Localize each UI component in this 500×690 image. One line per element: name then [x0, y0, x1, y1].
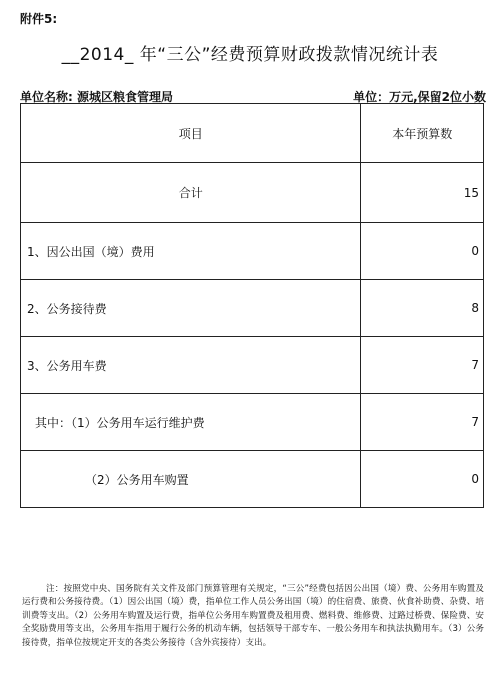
row-value-vehicle-purchase: 0 [361, 451, 484, 508]
attachment-label: 附件5: [20, 12, 58, 26]
table-row [21, 280, 484, 337]
row-value-overseas: 0 [361, 223, 484, 280]
row-label-total: 合计 [21, 163, 361, 223]
table-row [21, 223, 484, 280]
unit-measure: 单位：万元,保留2位小数 [353, 90, 486, 104]
header-item: 项目 [21, 104, 361, 163]
table-row [21, 451, 484, 508]
footnote: 注：按照党中央、国务院有关文件及部门预算管理有关规定，“三公”经费包括因公出国（境）费、公务用车购置及运行费和公务接待费。（1）因公出国（境）费，指单位工作人员公务出国（境）的住宿费、旅费、伙食补助费、杂费、培训费等支出。（2）公务用车购置及运行费，指单位公务用车购置费及租用费、燃料费、维修费、过路过桥费、保险费、安全奖励费用等支出，公务用车指用于履行公务的机动车辆，包括领导干部专车、一般公务用车和执法执勤用车。（3）公务接待费，指单位按规定开支的各类公务接待（含外宾接待）支出。 [22, 584, 484, 648]
row-value-vehicle: 7 [361, 337, 484, 394]
budget-table [20, 103, 484, 508]
table-row [21, 337, 484, 394]
row-value-total: 15 [361, 163, 484, 223]
row-label-reception: 2、公务接待费 [21, 280, 361, 337]
row-value-reception: 8 [361, 280, 484, 337]
table-row [21, 394, 484, 451]
row-label-vehicle: 3、公务用车费 [21, 337, 361, 394]
unit-name: 单位名称: 源城区粮食管理局 [20, 90, 173, 104]
row-label-vehicle-maintenance: 其中：（1）公务用车运行维护费 [21, 394, 361, 451]
row-label-vehicle-purchase: （2）公务用车购置 [21, 451, 361, 508]
header-budget: 本年预算数 [361, 104, 484, 163]
row-label-overseas: 1、因公出国（境）费用 [21, 223, 361, 280]
row-value-vehicle-maintenance: 7 [361, 394, 484, 451]
table-row [21, 163, 484, 223]
table-header-row [21, 104, 484, 163]
page-title: __2014_ 年“三公”经费预算财政拨款情况统计表 [61, 45, 439, 65]
